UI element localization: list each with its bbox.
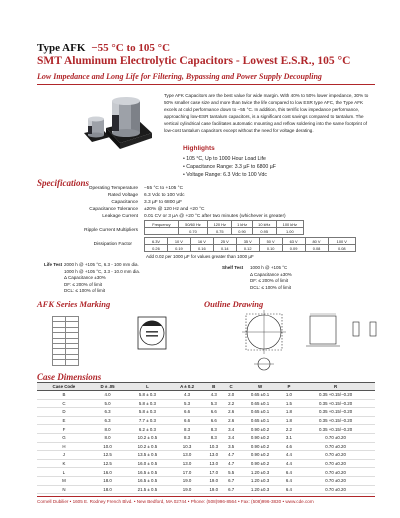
case-header-cell: D ± .05	[91, 383, 124, 391]
case-cell: 2.0	[224, 391, 238, 400]
case-cell: 0.65 ±0.1	[238, 399, 281, 408]
header-divider	[37, 84, 375, 85]
ripple-header-cell: 1 kHz	[232, 221, 252, 228]
spec-value: ±20% @ 120 Hz and +20 °C	[144, 207, 205, 212]
case-cell: 1.20 ±0.3	[238, 468, 281, 477]
shelf-test-block	[250, 265, 292, 291]
case-cell: E	[37, 416, 91, 425]
marking-drawing	[135, 313, 169, 353]
case-dimensions-title: Case Dimensions	[37, 372, 102, 382]
case-cell: N	[37, 485, 91, 494]
ripple-table	[144, 220, 304, 235]
series-type	[37, 42, 170, 54]
df-value-cell: 0.26	[145, 245, 168, 252]
case-cell: 0.70 ±0.20	[296, 468, 375, 477]
shelf-test-line: 1000 h @ +105 °C	[250, 265, 288, 270]
outline-bottom-view	[254, 358, 274, 370]
case-cell: 0.90 ±0.2	[238, 459, 281, 468]
df-value-cell: 0.09	[282, 245, 305, 252]
df-row	[0, 242, 132, 249]
case-row	[37, 451, 375, 460]
case-cell: 16.0	[91, 468, 124, 477]
df-header-cell: 25 V	[213, 238, 236, 245]
highlight-item: • Voltage Range: 6.3 Vdc to 100 Vdc	[183, 172, 268, 179]
case-cell: 5.5	[224, 468, 238, 477]
ripple-header-cell: 50/60 Hz	[178, 221, 207, 228]
case-cell: 5.0	[91, 399, 124, 408]
case-header-cell: P	[282, 383, 296, 391]
case-cell: 19.0	[204, 485, 224, 494]
ripple-header-cell: 10 kHz	[252, 221, 276, 228]
case-cell: 16.0 ± 0.5	[124, 459, 170, 468]
ripple-value-row	[145, 228, 304, 235]
case-cell: 0.70 ±0.20	[296, 459, 375, 468]
case-dimensions-table	[37, 382, 375, 494]
case-cell: 0.35 +0.15/−0.20	[296, 416, 375, 425]
case-row	[37, 391, 375, 400]
case-cell: M	[37, 476, 91, 485]
case-row	[37, 416, 375, 425]
case-cell: 0.65 ±0.1	[238, 391, 281, 400]
case-cell: 0.90 ±0.2	[238, 425, 281, 434]
case-cell: 13.0	[171, 451, 204, 460]
case-cell: 19.0	[171, 476, 204, 485]
case-cell: 0.90 ±0.2	[238, 451, 281, 460]
case-header-cell: L	[124, 383, 170, 391]
case-header-cell: A ± 0.2	[171, 383, 204, 391]
case-cell: 4.6	[282, 442, 296, 451]
case-cell: 13.0	[204, 459, 224, 468]
case-cell: 6.2 ± 0.3	[124, 425, 170, 434]
spec-value: −55 °C to +105 °C	[144, 186, 184, 191]
series-temp: −55 °C to 105 °C	[91, 42, 171, 54]
df-value-row	[145, 245, 356, 252]
spec-row	[20, 193, 380, 200]
case-cell: C	[37, 399, 91, 408]
case-header-cell: W	[238, 383, 281, 391]
case-cell: 4.7	[224, 451, 238, 460]
series-name: Type AFK	[37, 42, 86, 54]
spec-label: Capacitance	[111, 200, 138, 205]
df-value-cell: 0.16	[190, 245, 213, 252]
case-cell: 17.0	[171, 468, 204, 477]
df-header-cell: 63 V	[282, 238, 305, 245]
case-row	[37, 433, 375, 442]
case-cell: 2.2	[282, 425, 296, 434]
case-cell: 6.3	[91, 416, 124, 425]
ripple-value-cell: 1.00	[276, 228, 303, 235]
spec-label: Operating Temperature	[88, 186, 138, 191]
life-test-block	[64, 262, 140, 295]
case-cell: 8.0	[91, 433, 124, 442]
df-label: Dissipation Factor	[93, 242, 132, 247]
spec-value: 3.3 µF to 6800 µF	[144, 200, 183, 205]
case-cell: 0.70 ±0.20	[296, 433, 375, 442]
case-cell: 19.0	[171, 485, 204, 494]
case-cell: 8.0	[91, 425, 124, 434]
case-cell: 1.5	[282, 399, 296, 408]
case-cell: 8.3	[204, 425, 224, 434]
case-cell: 16.5 ± 0.5	[124, 468, 170, 477]
life-test-label: Life Test	[44, 262, 63, 267]
case-cell: 18.0	[91, 485, 124, 494]
df-header-cell: 50 V	[259, 238, 282, 245]
case-cell: 0.90 ±0.2	[238, 442, 281, 451]
specifications-title: Specifications	[37, 178, 89, 188]
case-cell: 4.7	[224, 459, 238, 468]
case-cell: 13.5 ± 0.5	[124, 451, 170, 460]
spec-label: Leakage Current	[102, 214, 138, 219]
marking-title: AFK Series Marking	[37, 299, 111, 309]
df-value-cell: 0.08	[305, 245, 328, 252]
case-cell: G	[37, 433, 91, 442]
df-value-cell: 0.08	[328, 245, 356, 252]
ripple-header-cell: Frequency	[145, 221, 179, 228]
spec-value: 6.3 Vdc to 100 Vdc	[144, 193, 185, 198]
shelf-test-line: Δ Capacitance ±30%	[250, 271, 292, 277]
case-cell: 16.5 ± 0.5	[124, 476, 170, 485]
case-cell: 5.8 ± 0.3	[124, 391, 170, 400]
case-cell: 13.0	[204, 451, 224, 460]
df-header-cell: 16 V	[190, 238, 213, 245]
case-header-cell: R	[296, 383, 375, 391]
case-cell: 3.1	[282, 433, 296, 442]
case-row	[37, 425, 375, 434]
case-row	[37, 408, 375, 417]
page-subtitle: Low Impedance and Long Life for Filtering, Bypassing and Power Supply Decoupling	[37, 72, 322, 81]
case-cell: 4.4	[282, 451, 296, 460]
case-cell: 4.3	[204, 391, 224, 400]
case-cell: 6.7	[224, 485, 238, 494]
life-test-line: Δ Capacitance ±30%	[64, 275, 106, 280]
marking-table	[52, 316, 79, 366]
case-cell: 3.4	[224, 433, 238, 442]
df-note: Add 0.02 per 1000 µF for values greater than 1000 µF	[146, 254, 254, 259]
case-cell: 5.8 ± 0.3	[124, 408, 170, 417]
highlight-item: • Capacitance Range: 3.3 µF to 6800 µF	[183, 164, 276, 171]
df-value-cell: 0.14	[213, 245, 236, 252]
case-cell: 0.65 ±0.1	[238, 408, 281, 417]
capacitor-large	[106, 97, 152, 149]
case-cell: 6.4	[282, 468, 296, 477]
ripple-value-cell: 0.70	[178, 228, 207, 235]
case-cell: 1.8	[282, 408, 296, 417]
spec-row	[20, 207, 380, 214]
case-table-body	[37, 391, 375, 494]
case-cell: 18.0	[91, 476, 124, 485]
case-cell: 4.4	[282, 459, 296, 468]
df-header-cell: 35 V	[236, 238, 259, 245]
case-cell: 8.3	[171, 433, 204, 442]
case-cell: 6.6	[204, 416, 224, 425]
footer-text: Cornell Dubilier • 1605 E. Rodney French Blvd. • New Bedford, MA 02744 • Phone: (508)996-8564 • Fax: (508)996-3830 • www.cde.com	[37, 499, 314, 504]
case-cell: 10.3	[204, 442, 224, 451]
case-cell: 1.20 ±0.3	[238, 485, 281, 494]
case-cell: 3.5	[224, 442, 238, 451]
highlights-title: Highlights	[183, 145, 215, 152]
case-cell: 12.5	[91, 459, 124, 468]
df-header-cell: 6.3V	[145, 238, 168, 245]
case-cell: 6.3	[91, 408, 124, 417]
shelf-test-label: Shelf Test	[222, 265, 244, 270]
shelf-test-line: DCL: ≤ 100% of limit	[250, 284, 291, 290]
highlight-item: • 105 °C, Up to 1000 Hour Load Life	[183, 156, 266, 162]
intro-paragraph: Type AFK Capacitors are the best value for wide margin. With 40% to 50% lower impedance, 30% to 50% smaller case size and more than twice the life compared to low ESR type AFC, the Type AFK excels at cold performance down to −55 °C. In addition, this terrific low impedance performance, approaching low-ESR tantalum capacitors, is a significant cost savings compared to tantalum. The vertical cylindrical case facilitates automatic mounting and reflow soldering into the same footprint of low-cost tantalum capacitors except without the need for voltage derating.	[164, 93, 369, 134]
case-cell: 0.35 +0.15/−0.20	[296, 408, 375, 417]
case-cell: 19.0	[204, 476, 224, 485]
case-cell: 0.70 ±0.20	[296, 442, 375, 451]
case-cell: L	[37, 468, 91, 477]
case-row	[37, 442, 375, 451]
case-row	[37, 476, 375, 485]
case-cell: 6.4	[282, 485, 296, 494]
case-cell: 12.5	[91, 451, 124, 460]
case-header-cell: B	[204, 383, 224, 391]
ripple-row	[20, 228, 138, 235]
case-cell: 13.0	[171, 459, 204, 468]
case-cell: 4.0	[91, 391, 124, 400]
case-row	[37, 485, 375, 494]
spec-label: Rated Voltage	[107, 193, 138, 198]
spec-label: Capacitance Tolerance	[89, 207, 138, 212]
case-cell: H	[37, 442, 91, 451]
case-row	[37, 399, 375, 408]
life-test-line: DF: ≤ 200% of limit	[64, 281, 102, 287]
case-cell: 1.8	[282, 416, 296, 425]
life-test-line: 2000 h @ +105 °C, 6.3 - 100 mm dia.	[64, 262, 139, 267]
case-cell: 2.2	[224, 399, 238, 408]
case-cell: B	[37, 391, 91, 400]
case-cell: 6.4	[282, 476, 296, 485]
case-cell: 0.90 ±0.2	[238, 433, 281, 442]
case-cell: 0.70 ±0.20	[296, 451, 375, 460]
case-cell: 5.3	[204, 399, 224, 408]
case-cell: 0.70 ±0.20	[296, 476, 375, 485]
case-cell: 1.0	[282, 391, 296, 400]
case-cell: 0.35 +0.15/−0.20	[296, 425, 375, 434]
case-cell: 8.3	[171, 425, 204, 434]
outline-footprint	[353, 322, 376, 336]
df-value-cell: 0.10	[259, 245, 282, 252]
case-cell: 0.70 ±0.20	[296, 485, 375, 494]
case-header-cell: Case Code	[37, 383, 91, 391]
case-cell: 4.3	[171, 391, 204, 400]
case-cell: 7.7 ± 0.3	[124, 416, 170, 425]
footer-divider	[37, 496, 375, 497]
highlights-list	[183, 155, 276, 180]
case-row	[37, 459, 375, 468]
case-cell: 0.35 +0.15/−0.20	[296, 399, 375, 408]
case-cell: 2.6	[224, 408, 238, 417]
outline-top-view	[242, 310, 286, 354]
case-cell: J	[37, 451, 91, 460]
shelf-test-line: DF: ≤ 200% of limit	[250, 278, 288, 283]
case-cell: 6.6	[204, 408, 224, 417]
case-cell: D	[37, 408, 91, 417]
case-header-cell: C	[224, 383, 238, 391]
case-cell: 1.20 ±0.3	[238, 476, 281, 485]
case-cell: 8.3	[204, 433, 224, 442]
life-test-line: DCL: ≤ 100% of limit	[64, 288, 105, 293]
case-cell: 3.4	[224, 425, 238, 434]
case-cell: K	[37, 459, 91, 468]
ripple-header-row	[145, 221, 304, 228]
case-cell: F	[37, 425, 91, 434]
case-header-row	[37, 383, 375, 391]
case-cell: 6.7	[224, 476, 238, 485]
case-cell: 0.35 +0.15/−0.20	[296, 391, 375, 400]
case-cell: 10.2 ± 0.5	[124, 442, 170, 451]
outline-side-view	[306, 314, 340, 346]
page-title: SMT Aluminum Electrolytic Capacitors - Lowest E.S.R., 105 °C	[37, 55, 351, 67]
outline-title: Outline Drawing	[204, 299, 264, 309]
spec-row	[20, 200, 380, 207]
case-cell: 10.2 ± 0.5	[124, 433, 170, 442]
case-cell: 21.5 ± 0.5	[124, 485, 170, 494]
ripple-header-cell: 120 Hz	[208, 221, 232, 228]
ripple-value-cell: 0.90	[232, 228, 252, 235]
ripple-value-cell	[145, 228, 179, 235]
df-value-cell: 0.19	[167, 245, 190, 252]
df-header-cell: 10 V	[167, 238, 190, 245]
case-cell: 10.3	[171, 442, 204, 451]
outline-drawing	[200, 306, 386, 374]
df-header-cell: 100 V	[328, 238, 356, 245]
life-test-line: 1000 h @ +105 °C, 3.3 - 10.0 mm dia.	[64, 268, 141, 274]
df-value-cell: 0.12	[236, 245, 259, 252]
case-cell: 5.3	[171, 399, 204, 408]
ripple-value-cell: 0.95	[252, 228, 276, 235]
spec-value: 0.01 CV or 3 µA @ +20 °C after two minutes (whichever is greater)	[144, 214, 286, 219]
spec-row	[20, 186, 380, 193]
case-row	[37, 468, 375, 477]
case-cell: 2.6	[224, 416, 238, 425]
df-header-row	[145, 238, 356, 245]
case-cell: 5.8 ± 0.3	[124, 399, 170, 408]
ripple-label: Ripple Current Multipliers	[84, 228, 138, 233]
case-cell: 0.65 ±0.1	[238, 416, 281, 425]
ripple-header-cell: 100 kHz	[276, 221, 303, 228]
df-table	[144, 237, 356, 252]
df-header-cell: 80 V	[305, 238, 328, 245]
case-cell: 6.6	[171, 416, 204, 425]
case-cell: 6.6	[171, 408, 204, 417]
ripple-value-cell: 0.75	[208, 228, 232, 235]
capacitor-photo	[78, 95, 156, 155]
case-cell: 10.0	[91, 442, 124, 451]
case-cell: 17.0	[204, 468, 224, 477]
